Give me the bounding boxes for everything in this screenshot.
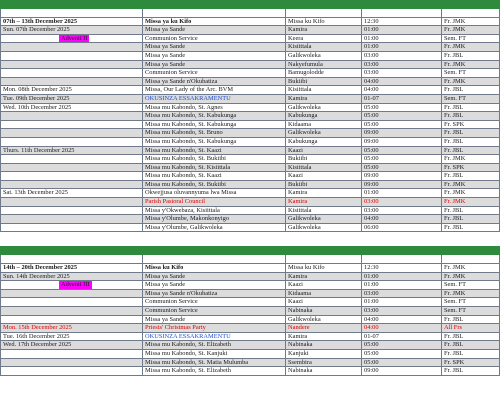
date-cell <box>0 215 143 224</box>
schedule-row <box>0 198 500 207</box>
priest-cell: Fr. JBL <box>442 52 500 61</box>
schedule-row <box>0 43 500 52</box>
mass-cell: Missa ya Sande <box>143 273 286 282</box>
date-text: Sun. 14th December 2025 <box>3 272 70 280</box>
date-cell <box>0 224 143 233</box>
mass-cell: Missa mu Kabondo, St. Matia Mulumba <box>143 359 286 368</box>
mass-cell: Missa mu Kabondo, St. Kisiittala <box>143 164 286 173</box>
date-cell <box>0 359 143 368</box>
empty-cell <box>0 255 143 264</box>
schedule-row <box>0 104 500 113</box>
mass-cell: Missa ku Kifo <box>143 264 286 273</box>
schedule-row <box>0 95 500 104</box>
mass-cell: OKUSINZA ESSAKRAMENTU <box>143 95 286 104</box>
schedule-row <box>0 281 500 290</box>
mass-cell: Missa ya Sande <box>143 26 286 35</box>
schedule-row <box>0 172 500 181</box>
mass-cell: Missa ya Sande <box>143 52 286 61</box>
date-cell <box>0 307 143 316</box>
priest-cell: Fr. JMK <box>442 18 500 27</box>
time-cell: 05:00 <box>362 112 442 121</box>
mass-cell: Parish Pastoral Council <box>143 198 286 207</box>
schedule-row <box>0 290 500 299</box>
priest-cell: All Frs <box>442 324 500 333</box>
time-cell: 03:00 <box>362 61 442 70</box>
place-cell: Kisiittala <box>286 86 362 95</box>
date-cell <box>0 290 143 299</box>
date-text: Thurs. 11th December 2025 <box>3 146 75 154</box>
blank-row <box>0 9 500 18</box>
priest-cell: Fr. JMK <box>442 198 500 207</box>
mass-cell: Missa mu Kabondo, St. Kabukunga <box>143 121 286 130</box>
place-cell: Galikwoleka <box>286 224 362 233</box>
priest-cell: Fr. SPK <box>442 164 500 173</box>
priest-cell: Fr. JBL <box>442 112 500 121</box>
priest-cell: Sem. FT <box>442 69 500 78</box>
date-text: Sun. 07th December 2025 <box>3 26 70 34</box>
place-cell: Nakyefumula <box>286 61 362 70</box>
date-cell <box>0 333 143 342</box>
date-cell <box>0 104 143 113</box>
schedule-row <box>0 147 500 156</box>
date-cell <box>0 112 143 121</box>
mass-cell: Missa mu Kabondo, St. Bukiibi <box>143 181 286 190</box>
mass-cell: Missa ya Sande n'Okubatiza <box>143 290 286 299</box>
schedule-row <box>0 18 500 27</box>
time-cell: 05:00 <box>362 164 442 173</box>
date-text: Tue. 16th December 2025 <box>3 332 70 340</box>
place-cell: Missa ku Kifo <box>286 18 362 27</box>
date-cell <box>0 207 143 216</box>
priest-cell: Sem. FT <box>442 298 500 307</box>
time-cell: 01:00 <box>362 298 442 307</box>
date-cell <box>0 324 143 333</box>
priest-cell: Fr. JMK <box>442 181 500 190</box>
schedule-row <box>0 112 500 121</box>
date-cell <box>0 164 143 173</box>
place-cell: Kamira <box>286 95 362 104</box>
schedule-row <box>0 207 500 216</box>
time-cell: 04:00 <box>362 86 442 95</box>
place-cell: Galikwoleka <box>286 215 362 224</box>
mass-cell: Missa mu Kabondo, St. Kaazi <box>143 147 286 156</box>
time-cell: 05:00 <box>362 155 442 164</box>
date-cell <box>0 147 143 156</box>
place-cell: Kabukunga <box>286 138 362 147</box>
date-cell <box>0 155 143 164</box>
mass-cell: Missa mu Kabondo, St. Kabukunga <box>143 138 286 147</box>
date-cell <box>0 172 143 181</box>
place-cell: Kaazi <box>286 281 362 290</box>
date-cell <box>0 341 143 350</box>
schedule-row <box>0 155 500 164</box>
mass-cell: Missa ya ku Kifo <box>143 18 286 27</box>
date-cell <box>0 86 143 95</box>
priest-cell: Fr. JBL <box>442 215 500 224</box>
mass-cell: Missa mu Kabondo, St. Kabukunga <box>143 112 286 121</box>
mass-cell: Missa ya Sande <box>143 281 286 290</box>
date-text: Wed. 17th December 2025 <box>3 341 72 349</box>
date-cell <box>0 69 143 78</box>
schedule-row <box>0 121 500 130</box>
mass-cell: Missa mu Kabondo, St. Agnes <box>143 104 286 113</box>
schedule-row <box>0 273 500 282</box>
mass-cell: Missa y'Olumbe, Galikwoleka <box>143 224 286 233</box>
empty-cell <box>286 9 362 18</box>
time-cell: 04:00 <box>362 78 442 87</box>
priest-cell: Fr. JBL <box>442 224 500 233</box>
place-cell: Kamira <box>286 273 362 282</box>
time-cell: 12:30 <box>362 264 442 273</box>
schedule-row <box>0 316 500 325</box>
section-header-band <box>0 0 500 9</box>
priest-cell: Fr. JMK <box>442 155 500 164</box>
time-cell: 12:30 <box>362 18 442 27</box>
schedule-row <box>0 324 500 333</box>
schedule-row <box>0 78 500 87</box>
time-cell: 01:00 <box>362 43 442 52</box>
advent-label: Adventi III <box>61 281 90 289</box>
mass-cell: Communion Service <box>143 307 286 316</box>
place-cell: Nabinaka <box>286 341 362 350</box>
place-cell: Kaazi <box>286 147 362 156</box>
place-cell: Galikwoleka <box>286 104 362 113</box>
time-cell: 04:00 <box>362 316 442 325</box>
mass-cell: Communion Service <box>143 35 286 44</box>
schedule-row <box>0 333 500 342</box>
empty-cell <box>442 255 500 264</box>
place-cell: Kamira <box>286 26 362 35</box>
time-cell: 03:00 <box>362 290 442 299</box>
schedule-row <box>0 86 500 95</box>
empty-cell <box>0 9 143 18</box>
date-cell <box>0 52 143 61</box>
schedule-row <box>0 264 500 273</box>
schedule-row <box>0 35 500 44</box>
schedule-row <box>0 224 500 233</box>
empty-cell <box>143 9 286 18</box>
time-cell: 09:00 <box>362 367 442 376</box>
place-cell: Kidaama <box>286 290 362 299</box>
mass-cell: OKUSINZA ESSAKRAMENTU <box>143 333 286 342</box>
priest-cell: Fr. JBL <box>442 367 500 376</box>
empty-cell <box>143 255 286 264</box>
empty-cell <box>362 255 442 264</box>
place-cell: Kisiittala <box>286 207 362 216</box>
place-cell: Ssembira <box>286 359 362 368</box>
priest-cell: Fr. JBL <box>442 129 500 138</box>
date-cell <box>0 273 143 282</box>
time-cell: 05:00 <box>362 147 442 156</box>
priest-cell: Fr. JBL <box>442 350 500 359</box>
place-cell: Missa ku Kifo <box>286 264 362 273</box>
blank-row <box>0 255 500 264</box>
time-cell: 01:00 <box>362 189 442 198</box>
place-cell: Kaazi <box>286 172 362 181</box>
priest-cell: Fr. JBL <box>442 316 500 325</box>
time-cell: 03:00 <box>362 69 442 78</box>
place-cell: Galikwoleka <box>286 52 362 61</box>
date-text: Wed. 10th December 2025 <box>3 103 72 111</box>
empty-cell <box>286 255 362 264</box>
priest-cell: Fr. JBL <box>442 333 500 342</box>
time-cell: 01-07 <box>362 95 442 104</box>
place-cell: Nabinaka <box>286 307 362 316</box>
date-cell <box>0 18 143 27</box>
time-cell: 06:00 <box>362 224 442 233</box>
time-cell: 03:00 <box>362 198 442 207</box>
schedule-row <box>0 341 500 350</box>
schedule-row <box>0 61 500 70</box>
advent-label: Adventi II <box>61 34 88 42</box>
time-cell: 03:00 <box>362 52 442 61</box>
time-cell: 09:00 <box>362 138 442 147</box>
priest-cell: Fr. JBL <box>442 207 500 216</box>
schedule-row <box>0 129 500 138</box>
date-cell <box>0 35 143 44</box>
place-cell: Galikwoleka <box>286 129 362 138</box>
mass-cell: Communion Service <box>143 298 286 307</box>
date-cell <box>0 350 143 359</box>
date-text: 07th – 13th December 2025 <box>3 17 78 25</box>
place-cell: Keera <box>286 35 362 44</box>
mass-cell: Missa y'Okwebaza, Kisiittala <box>143 207 286 216</box>
date-cell <box>0 129 143 138</box>
place-cell: Kisiittala <box>286 164 362 173</box>
schedule-row <box>0 367 500 376</box>
date-cell <box>0 198 143 207</box>
place-cell: Kisiittala <box>286 43 362 52</box>
time-cell: 05:00 <box>362 104 442 113</box>
date-text: Tue. 09th December 2025 <box>3 94 70 102</box>
date-text: Mon. 08th December 2025 <box>3 86 72 94</box>
priest-cell: Fr. JMK <box>442 264 500 273</box>
mass-cell: Missa mu Kabondo, St. Elizabeth <box>143 341 286 350</box>
place-cell: Kaazi <box>286 298 362 307</box>
priest-cell: Sem. FT <box>442 35 500 44</box>
schedule-row <box>0 52 500 61</box>
date-text: Sat. 13th December 2025 <box>3 189 68 197</box>
schedule-row <box>0 26 500 35</box>
time-cell: 09:00 <box>362 172 442 181</box>
priest-cell: Fr. JBL <box>442 341 500 350</box>
schedule-row <box>0 69 500 78</box>
date-cell <box>0 298 143 307</box>
priest-cell: Fr. JBL <box>442 104 500 113</box>
place-cell: Kanjuki <box>286 350 362 359</box>
date-cell <box>0 316 143 325</box>
place-cell: Kamira <box>286 198 362 207</box>
date-cell <box>0 26 143 35</box>
mass-cell: Communion Service <box>143 69 286 78</box>
time-cell: 05:00 <box>362 121 442 130</box>
schedule-row <box>0 181 500 190</box>
schedule-row <box>0 298 500 307</box>
mass-cell: Missa mu Kabondo, St. Kanjuki <box>143 350 286 359</box>
date-cell <box>0 138 143 147</box>
date-cell <box>0 95 143 104</box>
date-cell <box>0 281 143 290</box>
mass-cell: Missa mu Kabondo, St. Elizabeth <box>143 367 286 376</box>
time-cell: 01:00 <box>362 26 442 35</box>
priest-cell: Fr. JMK <box>442 26 500 35</box>
date-cell <box>0 181 143 190</box>
time-cell: 03:00 <box>362 207 442 216</box>
place-cell: Kidaama <box>286 121 362 130</box>
time-cell: 05:00 <box>362 350 442 359</box>
schedule-row <box>0 359 500 368</box>
priest-cell: Sem. FT <box>442 281 500 290</box>
time-cell: 09:00 <box>362 181 442 190</box>
mass-cell: Okwejjusa oluvannyuma lwa Missa <box>143 189 286 198</box>
date-cell <box>0 264 143 273</box>
mass-cell: Missa ya Sande n'Okubatiza <box>143 78 286 87</box>
priest-cell: Fr. SPK <box>442 359 500 368</box>
priest-cell: Fr. JMK <box>442 43 500 52</box>
priest-cell: Fr. JBL <box>442 172 500 181</box>
section-header-band <box>0 246 500 255</box>
date-cell <box>0 121 143 130</box>
date-cell <box>0 367 143 376</box>
priest-cell: Fr. JMK <box>442 290 500 299</box>
schedule-row <box>0 164 500 173</box>
schedule-row <box>0 350 500 359</box>
priest-cell: Sem. FT <box>442 95 500 104</box>
date-text: 14th – 20th December 2025 <box>3 264 78 272</box>
mass-cell: Missa mu Kabondo, St. Kaazi <box>143 172 286 181</box>
empty-cell <box>442 9 500 18</box>
time-cell: 05:00 <box>362 341 442 350</box>
time-cell: 05:00 <box>362 359 442 368</box>
priest-cell: Fr. JMK <box>442 61 500 70</box>
time-cell: 03:00 <box>362 307 442 316</box>
time-cell: 01:00 <box>362 35 442 44</box>
date-cell <box>0 43 143 52</box>
mass-cell: Missa ya Sande <box>143 316 286 325</box>
priest-cell: Fr. JMK <box>442 189 500 198</box>
mass-cell: Missa mu Kabondo, St. Bruno <box>143 129 286 138</box>
place-cell: Bukiibi <box>286 78 362 87</box>
priest-cell: Fr. JMK <box>442 78 500 87</box>
priest-cell: Fr. SPK <box>442 121 500 130</box>
priest-cell: Sem. FT <box>442 307 500 316</box>
place-cell: Bukiibi <box>286 155 362 164</box>
schedule-row <box>0 189 500 198</box>
schedule-row <box>0 138 500 147</box>
empty-cell <box>362 9 442 18</box>
date-cell <box>0 189 143 198</box>
date-cell <box>0 61 143 70</box>
time-cell: 09:00 <box>362 129 442 138</box>
mass-cell: Missa ya Sande <box>143 61 286 70</box>
priest-cell: Fr. JBL <box>442 86 500 95</box>
place-cell: Kamira <box>286 189 362 198</box>
mass-cell: Missa, Our Lady of the Arc. BVM <box>143 86 286 95</box>
place-cell: Kabukunga <box>286 112 362 121</box>
mass-cell: Missa ya Sande <box>143 43 286 52</box>
place-cell: Bukiibi <box>286 181 362 190</box>
place-cell: Galikwoleka <box>286 316 362 325</box>
time-cell: 04:00 <box>362 324 442 333</box>
place-cell: Bamugolodde <box>286 69 362 78</box>
schedule-row <box>0 215 500 224</box>
place-cell: Nabinaka <box>286 367 362 376</box>
time-cell: 01-07 <box>362 333 442 342</box>
mass-cell: Priests' Christmas Party <box>143 324 286 333</box>
date-cell <box>0 78 143 87</box>
time-cell: 01:00 <box>362 273 442 282</box>
priest-cell: Fr. JBL <box>442 138 500 147</box>
priest-cell: Fr. JBL <box>442 147 500 156</box>
date-text: Mon. 15th December 2025 <box>3 324 72 332</box>
mass-cell: Missa y'Olumbe, Makonkonyigo <box>143 215 286 224</box>
mass-cell: Missa mu Kabondo, St. Bukiibi <box>143 155 286 164</box>
place-cell: Kamira <box>286 333 362 342</box>
priest-cell: Fr. JMK <box>442 273 500 282</box>
place-cell: Nandere <box>286 324 362 333</box>
time-cell: 01:00 <box>362 281 442 290</box>
schedule-row <box>0 307 500 316</box>
time-cell: 04:00 <box>362 215 442 224</box>
